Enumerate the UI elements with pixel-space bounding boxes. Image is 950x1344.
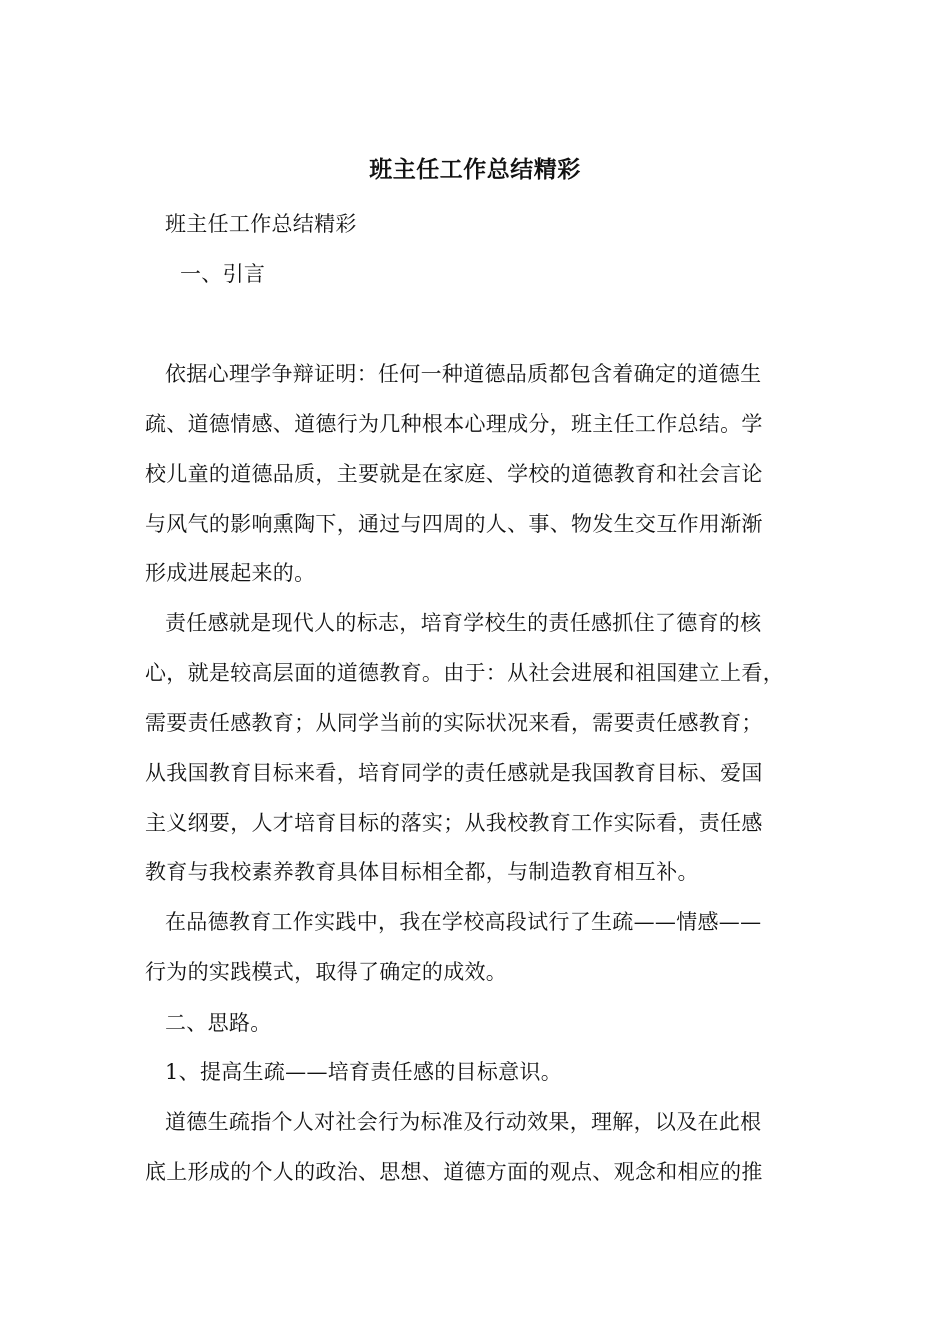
document-title: 班主任工作总结精彩 bbox=[369, 156, 581, 183]
paragraph-line: 主义纲要，人才培育目标的落实；从我校教育工作实际看，责任感 bbox=[145, 811, 763, 835]
paragraph-line: 与风气的影响熏陶下，通过与四周的人、事、物发生交互作用渐渐 bbox=[145, 512, 763, 536]
section-heading-approach: 二、思路。 bbox=[165, 1011, 272, 1035]
paragraph-line: 责任感就是现代人的标志，培育学校生的责任感抓住了德育的核 bbox=[165, 611, 762, 635]
subtitle-line: 班主任工作总结精彩 bbox=[165, 212, 357, 236]
subsection-heading: 1、提高生疏——培育责任感的目标意识。 bbox=[165, 1060, 563, 1084]
paragraph-line: 道德生疏指个人对社会行为标准及行动效果，理解，以及在此根 bbox=[165, 1110, 762, 1134]
section-heading-intro: 一、引言 bbox=[180, 262, 266, 286]
paragraph-line: 校儿童的道德品质，主要就是在家庭、学校的道德教育和社会言论 bbox=[145, 462, 763, 486]
paragraph-line: 教育与我校素养教育具体目标相全都，与制造教育相互补。 bbox=[145, 860, 699, 884]
paragraph-line: 疏、道德情感、道德行为几种根本心理成分，班主任工作总结。学 bbox=[145, 412, 763, 436]
paragraph-line: 在品德教育工作实践中，我在学校高段试行了生疏——情感—— bbox=[165, 910, 762, 934]
paragraph-line: 心，就是较高层面的道德教育。由于：从社会进展和祖国建立上看， bbox=[145, 661, 784, 685]
paragraph-line: 底上形成的个人的政治、思想、道德方面的观点、观念和相应的推 bbox=[145, 1160, 763, 1184]
paragraph-line: 依据心理学争辩证明：任何一种道德品质都包含着确定的道德生 bbox=[165, 362, 762, 386]
paragraph-line: 形成进展起来的。 bbox=[145, 561, 316, 585]
paragraph-line: 从我国教育目标来看，培育同学的责任感就是我国教育目标、爱国 bbox=[145, 761, 763, 785]
paragraph-line: 需要责任感教育；从同学当前的实际状况来看，需要责任感教育； bbox=[145, 711, 763, 735]
paragraph-line: 行为的实践模式，取得了确定的成效。 bbox=[145, 960, 508, 984]
